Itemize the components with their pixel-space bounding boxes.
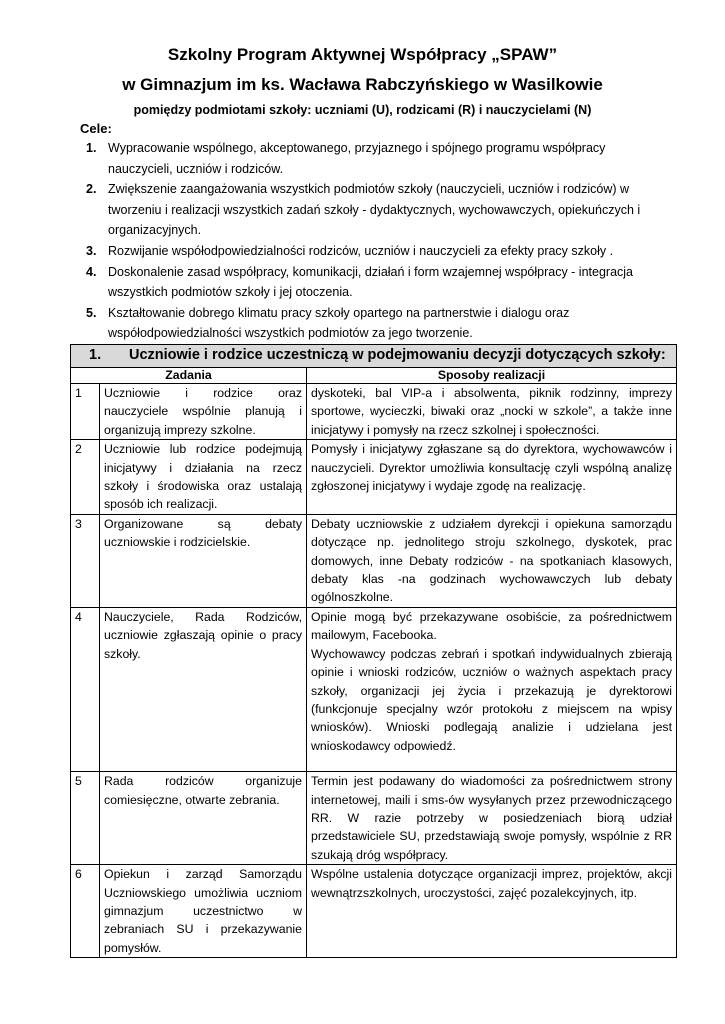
- document-subtitle: pomiędzy podmiotami szkoły: uczniami (U), rodzicami (R) i nauczycielami (N): [133, 103, 592, 117]
- table-row: [71, 384, 677, 440]
- goal-text: Zwiększenie zaangażowania wszystkich podmiotów szkoły (nauczycieli, uczniów i rodziców) w tworzeniu i realizacji wszystkich zadań szkoły - dydaktycznych, wychowawczych, opiekuńczych i organizacyjnych.: [108, 182, 641, 238]
- column-header-tasks: Zadania: [71, 368, 307, 384]
- method-paragraph: Wspólne ustalenia dotyczące organizacji imprez, projektów, akcji wewnątrzszkolnych, uroczystości, zajęć pozalekcyjnych, itp.: [311, 867, 672, 900]
- method-paragraph: Termin jest podawany do wiadomości za pośrednictwem strony internetowej, maili i sms-ów wysyłanych przez przewodniczącego RR. W razie potrzeby w posiedzeniach biorą udział przedstawiciele SU, przedstawiają swoje pomysły, wspólnie z RR szukają dróg współpracy.: [311, 774, 672, 862]
- goal-text: Rozwijanie współodpowiedzialności rodziców, uczniów i nauczycieli za efekty pracy szkoły .: [108, 243, 614, 258]
- method-paragraph: Pomysły i inicjatywy zgłaszane są do dyrektora, wychowawców i nauczycieli. Dyrektor umożliwia konsultację czyli wspólną analizę zgłoszonej inicjatywy i wydaje zgodę na realizację.: [311, 442, 672, 494]
- section-header: [71, 345, 677, 368]
- row-method: [307, 384, 677, 440]
- goal-number: 3.: [86, 243, 97, 258]
- row-number: 2: [71, 440, 100, 515]
- goal-number: 1.: [86, 141, 97, 155]
- table-row: [71, 607, 677, 771]
- column-header-row: [71, 368, 677, 384]
- row-number: 1: [71, 384, 100, 440]
- section-title: Uczniowie i rodzice uczestniczą w podejmowaniu decyzji dotyczących szkoły:: [129, 347, 666, 363]
- goal-item: [86, 241, 666, 262]
- row-method: [307, 865, 677, 958]
- row-method: [307, 514, 677, 607]
- row-task: Opiekun i zarząd Samorządu Uczniowskiego umożliwia uczniom gimnazjum uczestnictwo w zebraniach SU i przekazywanie pomysłów.: [100, 865, 307, 958]
- row-number: 6: [71, 865, 100, 958]
- goal-item: [86, 262, 666, 303]
- row-task: Uczniowie i rodzice oraz nauczyciele wspólnie planują i organizują imprezy szkolne.: [100, 384, 307, 440]
- table-row: [71, 514, 677, 607]
- row-number: 3: [71, 514, 100, 607]
- method-paragraph: Opinie mogą być przekazywane osobiście, za pośrednictwem mailowym, Facebooka.: [311, 609, 672, 643]
- row-task: Rada rodziców organizuje comiesięczne, otwarte zebrania.: [100, 772, 307, 865]
- method-paragraph: dyskoteki, bal VIP-a i absolwenta, piknik rodzinny, imprezy sportowe, wycieczki, biwaki oraz „nocki w szkole”, a także inne inicjatywy i pomysły na rzecz szkolnej i społeczności.: [311, 386, 672, 437]
- document-title-school: w Gimnazjum im ks. Wacława Rabczyńskiego w Wasilkowie: [122, 75, 603, 94]
- goal-text: Wypracowanie wspólnego, akceptowanego, przyjaznego i spójnego programu współpracy nauczycieli, uczniów i rodziców.: [108, 141, 606, 176]
- goal-item: [86, 303, 666, 344]
- section-number: 1.: [89, 347, 102, 363]
- goal-item: [86, 138, 666, 179]
- row-task: Uczniowie lub rodzice podejmują inicjatywy i działania na rzecz szkoły i środowiska oraz ustalają sposób ich realizacji.: [100, 440, 307, 515]
- column-header-methods: Sposoby realizacji: [307, 368, 677, 384]
- row-method: [307, 440, 677, 515]
- row-task: Organizowane są debaty uczniowskie i rodzicielskie.: [100, 514, 307, 607]
- table-row: [71, 865, 677, 958]
- method-paragraph: Wychowawcy podczas zebrań i spotkań indywidualnych zbierają opinie i wnioski rodziców, uczniów o ważnych aspektach pracy szkoły, organizacji jej życia i przekazują je dyrektorowi (funkcjonuje specjalny wzór protokołu z miejscem na wpisy wniosków). Wnioski podlegają analizie i udzielana jest wnioskodawcy odpowiedź.: [311, 646, 672, 753]
- document-title: Szkolny Program Aktywnej Współpracy „SPAW”: [167, 45, 558, 64]
- goal-text: Doskonalenie zasad współpracy, komunikacji, działań i form wzajemnej współpracy - integracja wszystkich podmiotów szkoły i jej otoczenia.: [108, 264, 633, 300]
- table-row: [71, 772, 677, 865]
- goal-number: 4.: [86, 264, 97, 279]
- goal-number: 5.: [86, 305, 97, 320]
- section-header-row: [71, 345, 677, 368]
- row-number: 4: [71, 607, 100, 771]
- row-method: [307, 772, 677, 865]
- goals-list: [86, 138, 666, 344]
- table-row: [71, 440, 677, 515]
- goal-text: Kształtowanie dobrego klimatu pracy szkoły opartego na partnerstwie i dialogu oraz współodpowiedzialności wszystkich podmiotów za jego tworzenie.: [108, 305, 570, 341]
- goal-item: [86, 179, 666, 241]
- goals-label: Cele:: [80, 121, 112, 136]
- row-task: Nauczyciele, Rada Rodziców, uczniowie zgłaszają opinie o pracy szkoły.: [100, 607, 307, 771]
- tasks-table: [70, 344, 677, 958]
- row-method: [307, 607, 677, 771]
- method-paragraph: Debaty uczniowskie z udziałem dyrekcji i opiekuna samorządu dotyczące np. jednolitego stroju szkolnego, dyskotek, prac domowych, inne Debaty rodziców - na spotkaniach klasowych, debaty klas -na godzinach wychowawczych lub debaty ogólnoszkolne.: [311, 516, 672, 605]
- goal-number: 2.: [86, 182, 97, 197]
- row-number: 5: [71, 772, 100, 865]
